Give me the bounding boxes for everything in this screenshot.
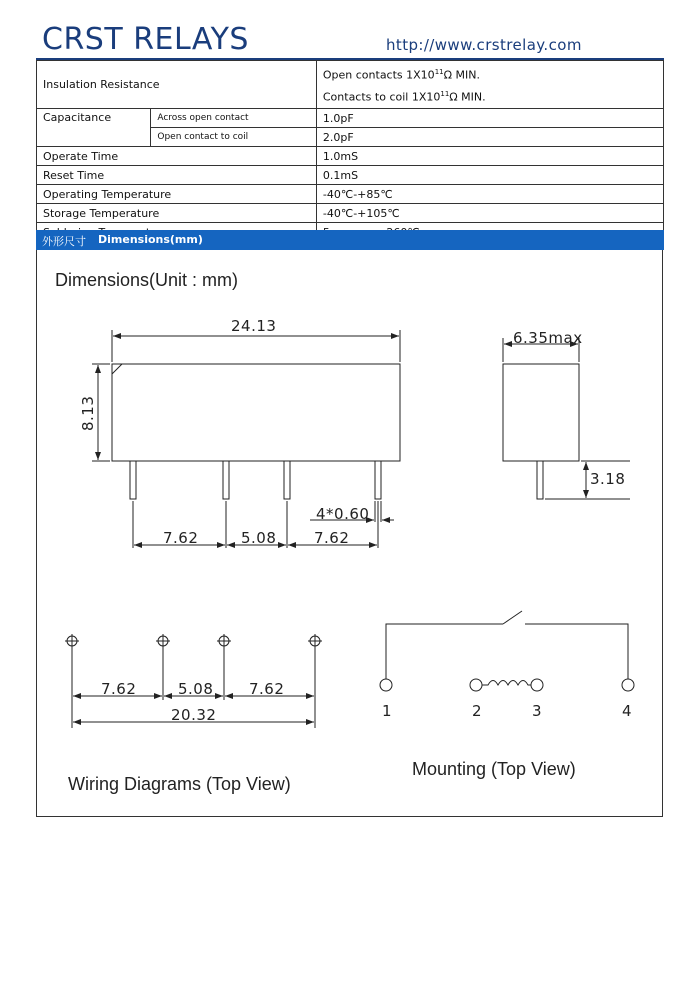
operate-time-value: 1.0mS (316, 147, 663, 166)
operating-temp-value: -40℃-+85℃ (316, 185, 663, 204)
relay-body (112, 364, 400, 461)
pitch-label-2: 5.08 (241, 529, 277, 547)
insulation-value-1-text: Open contacts 1X10 (322, 68, 435, 82)
insulation-value-2-text: Contacts to coil 1X10 (322, 90, 441, 104)
terminal-2 (470, 679, 482, 691)
terminal-3 (531, 679, 543, 691)
section-title-en: Dimensions(mm) (98, 233, 203, 246)
contact-wire-right (525, 624, 628, 679)
pin-number-3: 3 (532, 702, 543, 720)
insulation-value-1-unit: Ω MIN. (443, 68, 480, 82)
wiring-pitch-label-1: 7.62 (101, 680, 137, 698)
storage-temp-value: -40℃-+105℃ (316, 204, 663, 223)
pin (375, 461, 381, 499)
contact-wire-left (386, 624, 503, 679)
capacitance-label: Capacitance (37, 109, 151, 147)
end-view-pin (537, 461, 543, 499)
pin (223, 461, 229, 499)
relay-end-view (503, 364, 579, 461)
pin (130, 461, 136, 499)
website-url[interactable]: http://www.crstrelay.com (386, 36, 582, 54)
width-label: 6.35max (513, 329, 583, 347)
mounting-caption: Mounting (Top View) (412, 759, 576, 779)
reset-time-value: 0.1mS (316, 166, 663, 185)
pcb-hole (217, 634, 231, 648)
pitch-label-3: 7.62 (314, 529, 350, 547)
height-label: 8.13 (79, 395, 97, 431)
reed-switch-contact (503, 611, 522, 624)
pcb-hole (65, 634, 79, 648)
cap-sub-label-1: Across open contact (151, 109, 317, 128)
pin-number-2: 2 (472, 702, 483, 720)
insulation-label: Insulation Resistance (37, 61, 317, 109)
terminal-4 (622, 679, 634, 691)
pin1-marker (112, 364, 122, 374)
pcb-hole (308, 634, 322, 648)
pin-width-label: 4*0.60 (316, 505, 370, 523)
length-label: 24.13 (231, 317, 277, 335)
drawing-title: Dimensions(Unit : mm) (55, 270, 239, 290)
coil-symbol (482, 681, 531, 686)
section-title-cn: 外形尺寸 (42, 235, 86, 248)
pin-length-label: 3.18 (590, 470, 626, 488)
pin-number-1: 1 (382, 702, 393, 720)
wiring-pitch-label-3: 7.62 (249, 680, 285, 698)
exponent: 11 (440, 89, 450, 98)
reset-time-label: Reset Time (37, 166, 317, 185)
cap-sub-label-2: Open contact to coil (151, 128, 317, 147)
wiring-diagram-caption: Wiring Diagrams (Top View) (68, 774, 291, 794)
cap-value-1: 1.0pF (316, 109, 663, 128)
insulation-value-2-unit: Ω MIN. (449, 90, 486, 104)
pin-number-4: 4 (622, 702, 633, 720)
wiring-pitch-label-2: 5.08 (178, 680, 214, 698)
pcb-hole (156, 634, 170, 648)
storage-temp-label: Storage Temperature (37, 204, 317, 223)
pitch-label-1: 7.62 (163, 529, 199, 547)
operate-time-label: Operate Time (37, 147, 317, 166)
cap-value-2: 2.0pF (316, 128, 663, 147)
pin (284, 461, 290, 499)
exponent: 11 (434, 68, 444, 76)
wiring-total-label: 20.32 (171, 706, 217, 724)
operating-temp-label: Operating Temperature (37, 185, 317, 204)
brand-logo-text: CRST RELAYS (42, 22, 249, 57)
terminal-1 (380, 679, 392, 691)
